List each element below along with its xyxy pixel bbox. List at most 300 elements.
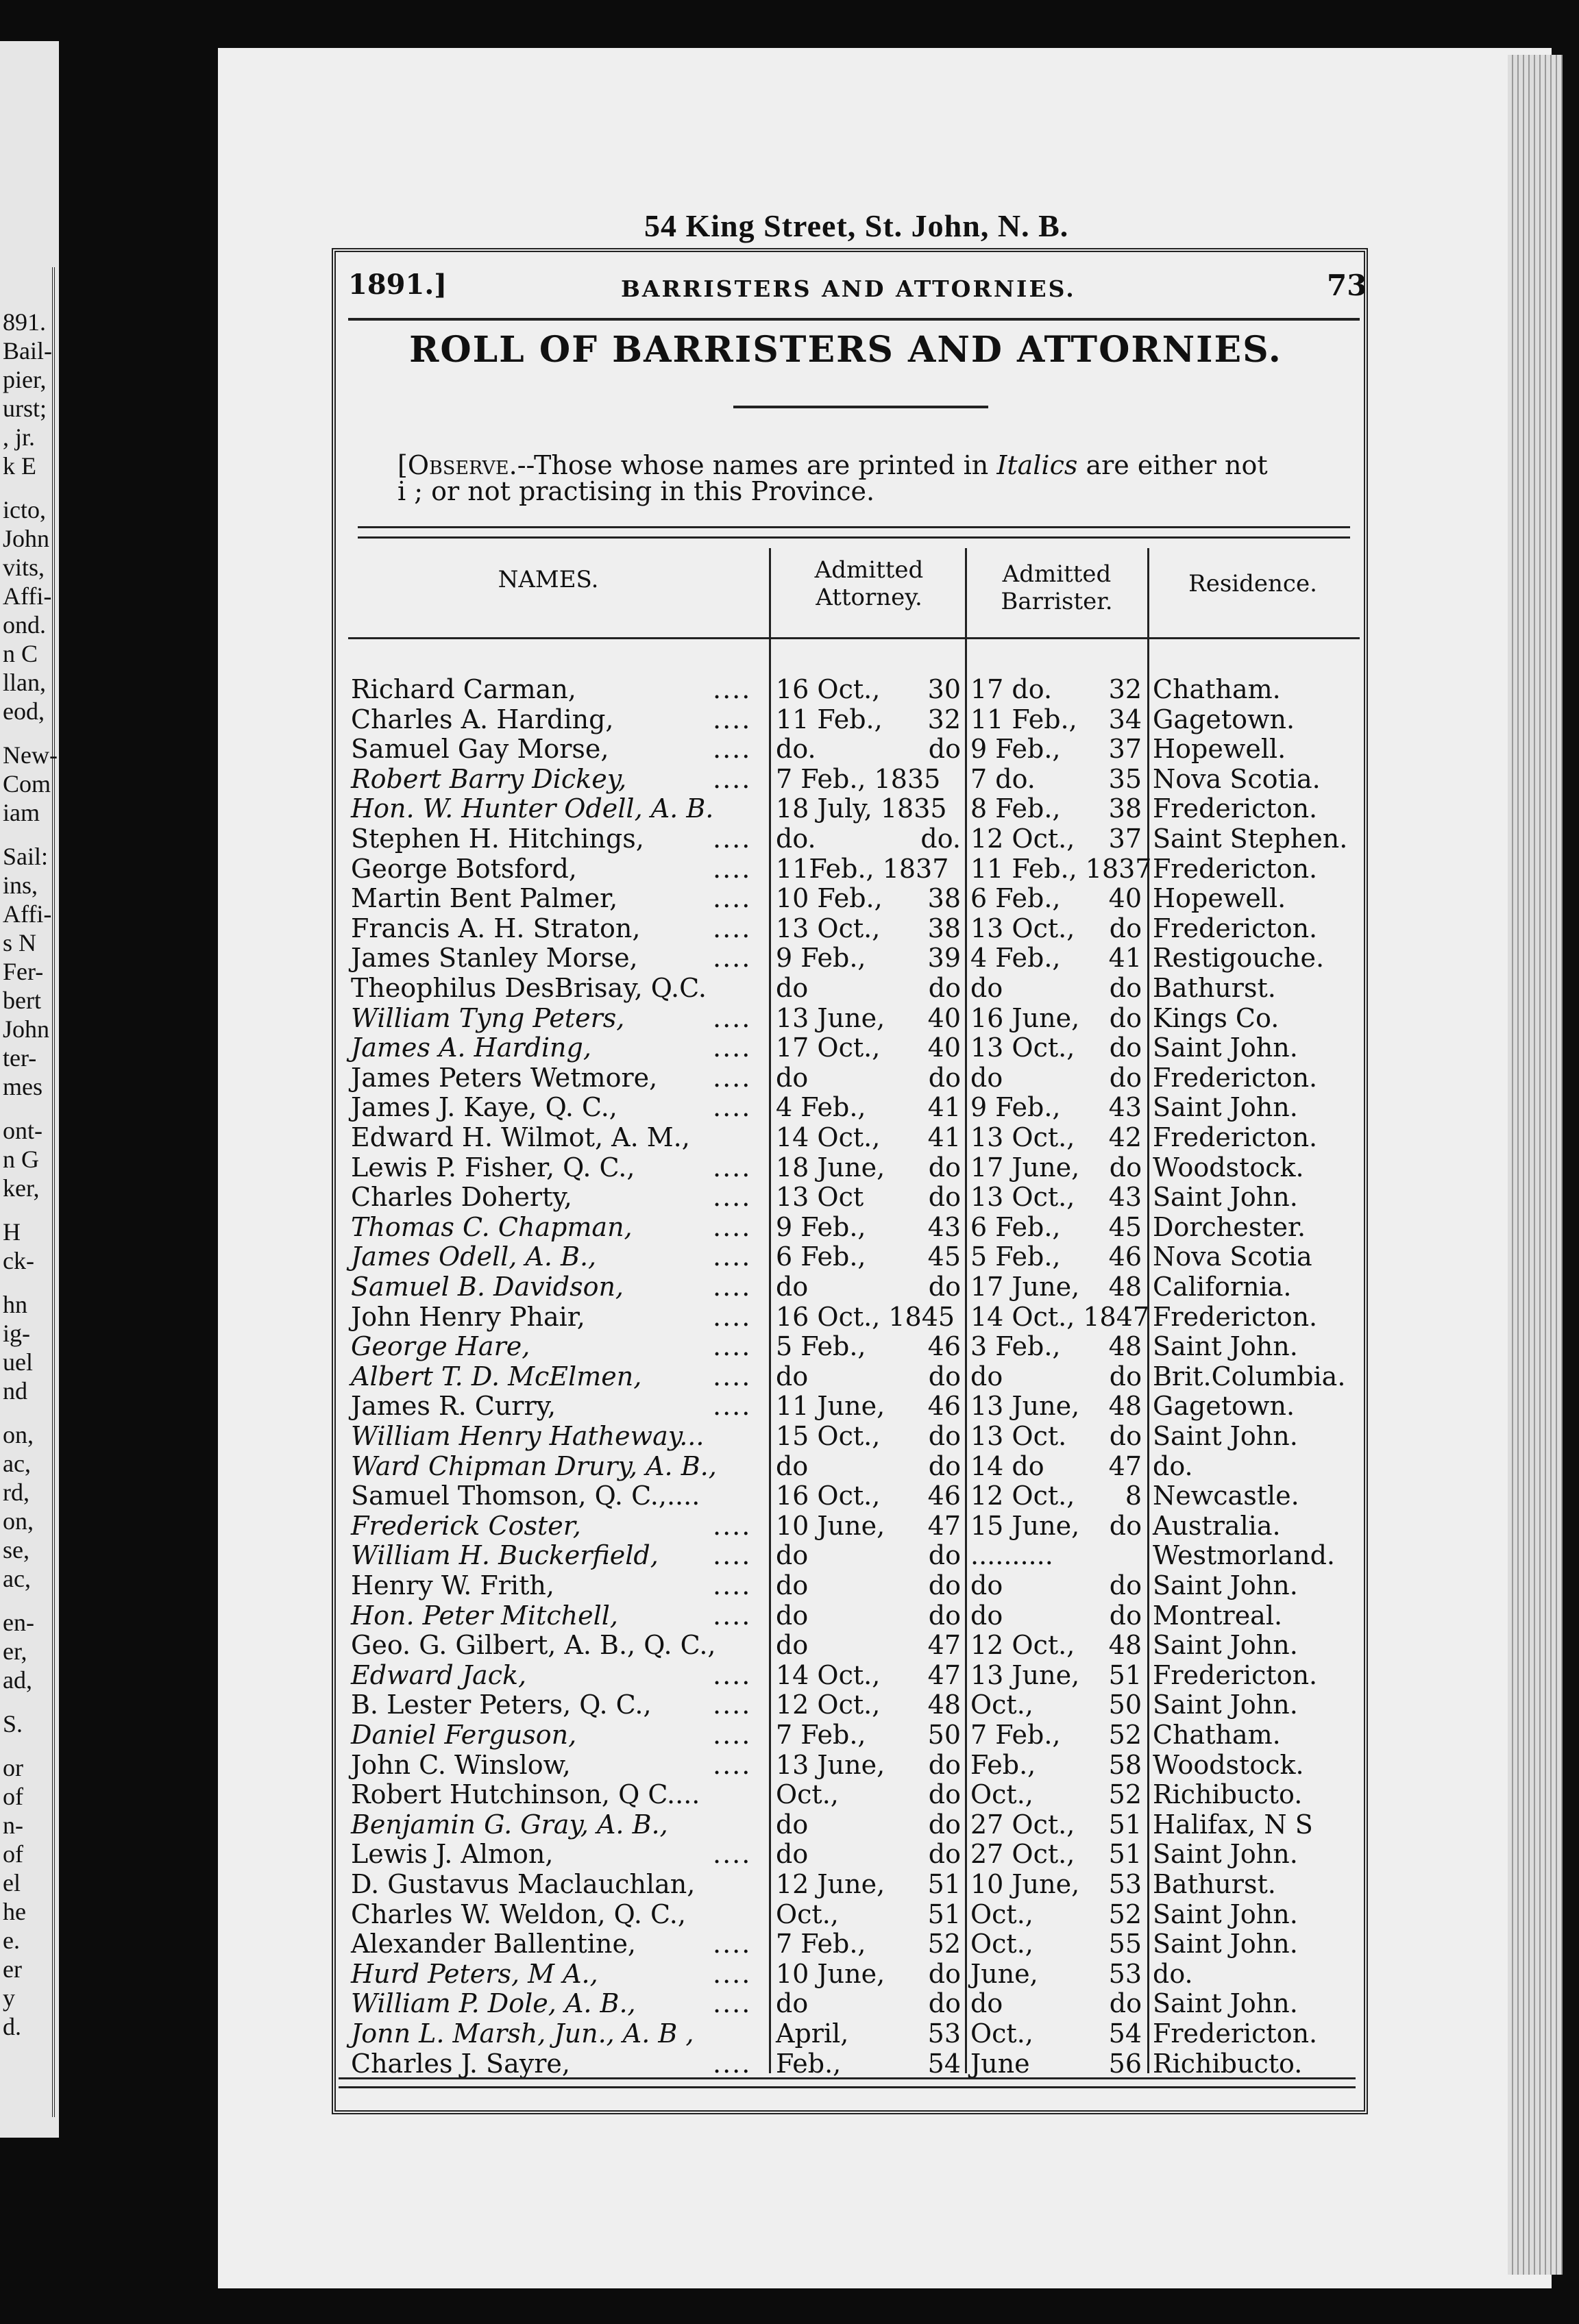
residence: Kings Co. [1153,1003,1280,1033]
residence: Gagetown. [1153,1391,1295,1421]
leader-dots: .... [713,1929,752,1959]
left-page-line: s N [3,929,37,956]
attorney-year: do [928,1152,961,1183]
leader-dots: .... [713,734,752,764]
left-page-line: ad, [3,1666,32,1694]
left-page-line: Fer- [3,958,44,985]
barrister-name: Richard Carman, [351,674,576,704]
left-page-line: on, [3,1421,34,1448]
attorney-year: do [928,1779,961,1809]
left-page-line: Bail- [3,337,52,364]
left-page-line: eod, [3,697,45,725]
attorney-year: 41 [927,1122,961,1152]
attorney-year: do [928,734,961,764]
leader-dots: .... [713,1302,752,1332]
left-page-line: or [3,1754,23,1781]
barrister-year: 55 [1108,1929,1142,1959]
residence: Saint John. [1153,1182,1298,1212]
table-row [0,973,1579,1003]
residence: Newcastle. [1153,1481,1299,1511]
residence: do. [1153,1959,1193,1989]
barrister-year: 34 [1108,704,1142,734]
attorney-date: do [776,1451,809,1481]
left-page-line: ker, [3,1174,40,1202]
leader-dots: .... [713,1092,752,1122]
leader-dots: .... [713,704,752,734]
barrister-date: 8 Feb., [970,793,1061,824]
barrister-date: 14 do [970,1451,1044,1481]
attorney-year: 40 [927,1003,961,1033]
leader-dots: .... [713,764,752,794]
attorney-year: do [928,1959,961,1989]
attorney-date: do [776,1570,809,1600]
attorney-date: do. [776,824,816,854]
left-page-line: er [3,1955,22,1983]
attorney-year: do [928,1182,961,1212]
barrister-date: do [970,1600,1003,1631]
left-page-line: llan, [3,669,46,696]
table-row [0,913,1579,943]
barrister-year: 48 [1108,1272,1142,1302]
table-row [0,1302,1579,1332]
barrister-name: Charles A. Harding, [351,704,614,734]
leader-dots: .... [713,943,752,973]
barrister-name: Geo. G. Gilbert, A. B., Q. C., [351,1630,716,1660]
leader-dots: .... [713,1391,752,1421]
attorney-year: do [928,1421,961,1451]
barrister-year: 43 [1108,1092,1142,1122]
barrister-date: 12 Oct., [970,1481,1075,1511]
table-row [0,1809,1579,1840]
barrister-name: Lewis P. Fisher, Q. C., [351,1152,635,1183]
attorney-year: do [928,1839,961,1869]
attorney-year: do [928,1063,961,1093]
barrister-date: 5 Feb., [970,1241,1061,1272]
leader-dots: .... [713,1361,752,1392]
observe-italic: Italics [996,450,1078,480]
title-rule [733,406,988,408]
attorney-date: April, [776,2018,849,2049]
barrister-year: 40 [1108,883,1142,913]
residence: Saint John. [1153,1570,1298,1600]
barrister-year: 56 [1108,2049,1142,2079]
barrister-date: 13 June, [970,1660,1080,1690]
barrister-date: 4 Feb., [970,943,1061,973]
residence: Saint John. [1153,1331,1298,1361]
left-page-line: he [3,1898,26,1925]
attorney-date: 11 Feb., [776,704,883,734]
left-page-line: n C [3,640,38,667]
attorney-date: 16 Oct., [776,1481,881,1511]
page-number: 73 [1327,269,1367,302]
left-page-line: iam [3,799,40,826]
running-header-title: BARRISTERS AND ATTORNIES. [621,275,1076,302]
table-row [0,943,1579,973]
table-row [0,1152,1579,1183]
attorney-year: 51 [927,1869,961,1899]
residence: Fredericton. [1153,793,1318,824]
observe-text-1: --Those whose names are printed in [517,450,989,480]
left-page-line: John [3,1015,50,1043]
barrister-date: Oct., [970,1690,1033,1720]
attorney-date: do [776,1540,809,1570]
attorney-year: 46 [927,1391,961,1421]
attorney-year: 47 [927,1511,961,1541]
residence: Saint John. [1153,1988,1298,2018]
barrister-name: Benjamin G. Gray, A. B., [351,1809,668,1840]
residence: Montreal. [1153,1600,1283,1631]
table-row [0,1750,1579,1780]
attorney-date: 13 June, [776,1750,885,1780]
barrister-name: Henry W. Frith, [351,1570,554,1600]
attorney-date: 10 June, [776,1959,885,1989]
table-row [0,2049,1579,2079]
observe-text-3: i ; or not practising in this Province. [397,476,875,506]
barrister-date: 6 Feb., [970,1212,1061,1242]
attorney-date: 9 Feb., [776,943,866,973]
barrister-year: 46 [1108,1241,1142,1272]
barrister-name: Albert T. D. McElmen, [351,1361,642,1392]
barrister-date: 15 June, [970,1511,1080,1541]
residence: Richibucto. [1153,2049,1303,2079]
barrister-name: Theophilus DesBrisay, Q.C. [351,973,707,1003]
barrister-date: 14 Oct., 1847 [970,1302,1150,1332]
barrister-date: Oct., [970,1929,1033,1959]
residence: Restigouche. [1153,943,1325,973]
barrister-name: George Botsford, [351,854,577,884]
barrister-name: Daniel Ferguson, [351,1720,577,1750]
attorney-year: do [928,1750,961,1780]
barrister-date: June, [970,1959,1038,1989]
barrister-year: do [1109,1570,1142,1600]
barrister-date: 27 Oct., [970,1809,1075,1840]
barrister-date: 13 Oct., [970,1182,1075,1212]
attorney-year: 50 [927,1720,961,1750]
attorney-year: 39 [927,943,961,973]
attorney-year: 38 [927,913,961,943]
barrister-name: Frederick Coster, [351,1511,581,1541]
leader-dots: .... [713,913,752,943]
barrister-name: James Odell, A. B., [351,1241,597,1272]
attorney-year: 46 [927,1481,961,1511]
barrister-year: 52 [1108,1720,1142,1750]
leader-dots: .... [713,1182,752,1212]
attorney-date: 14 Oct., [776,1122,881,1152]
attorney-date: do [776,1630,809,1660]
barrister-name: Hon. Peter Mitchell, [351,1600,618,1631]
attorney-date: do [776,1063,809,1093]
barrister-year: do [1109,1152,1142,1183]
attorney-date: do [776,1809,809,1840]
barrister-name: Stephen H. Hitchings, [351,824,644,854]
barrister-name: William H. Buckerfield, [351,1540,659,1570]
attorney-date: 5 Feb., [776,1331,866,1361]
leader-dots: .... [713,1063,752,1093]
attorney-year: 40 [927,1033,961,1063]
barrister-year: do [1109,1600,1142,1631]
attorney-year: do [928,1988,961,2018]
attorney-date: 18 June, [776,1152,885,1183]
residence: Fredericton. [1153,1063,1318,1093]
residence: Nova Scotia [1153,1241,1312,1272]
barrister-year: 51 [1108,1660,1142,1690]
attorney-year: do [928,1600,961,1631]
barrister-date: 10 June, [970,1869,1080,1899]
residence: Saint John. [1153,1899,1298,1929]
observe-text-2: are either not [1086,450,1268,480]
attorney-date: 12 Oct., [776,1690,881,1720]
table-row [0,1899,1579,1929]
barrister-date: do [970,1570,1003,1600]
residence: Fredericton. [1153,2018,1318,2049]
left-page-line: y [3,1984,15,2012]
residence: Saint John. [1153,1421,1298,1451]
attorney-date: do [776,1272,809,1302]
barrister-name: D. Gustavus Maclauchlan, [351,1869,696,1899]
left-page-line: rd, [3,1479,29,1506]
barrister-name: William Henry Hatheway... [351,1421,705,1451]
left-page-line: hn [3,1291,27,1318]
left-page-line: se, [3,1536,29,1563]
leader-dots: .... [713,1839,752,1869]
residence: Fredericton. [1153,1660,1318,1690]
left-page-line: ac, [3,1565,31,1592]
residence: Hopewell. [1153,734,1286,764]
barrister-date: do [970,1063,1003,1093]
attorney-date: 7 Feb., 1835 [776,764,941,794]
attorney-year: do. [920,824,961,854]
barrister-name: Hurd Peters, M A., [351,1959,598,1989]
attorney-year: 38 [927,883,961,913]
barrister-date: 16 June, [970,1003,1080,1033]
left-page-line: ig- [3,1320,30,1347]
barrister-name: Ward Chipman Drury, A. B., [351,1451,717,1481]
barrister-name: Lewis J. Almon, [351,1839,554,1869]
barrister-year: 52 [1108,1779,1142,1809]
table-row [0,1003,1579,1033]
barrister-name: James Peters Wetmore, [351,1063,658,1093]
table-row [0,1511,1579,1541]
barrister-date: 3 Feb., [970,1331,1061,1361]
attorney-date: 13 Oct [776,1182,864,1212]
barrister-name: Thomas C. Chapman, [351,1212,633,1242]
barrister-date: Feb., [970,1750,1036,1780]
left-page-line: k E [3,452,36,480]
barrister-date: 7 Feb., [970,1720,1061,1750]
table-row [0,1959,1579,1989]
residence: Dorchester. [1153,1212,1306,1242]
table-row [0,1630,1579,1660]
barrister-name: Edward Jack, [351,1660,527,1690]
left-page-line: ont- [3,1117,42,1144]
table-row [0,854,1579,884]
left-page-line: New- [3,741,58,769]
left-page-line: ter- [3,1044,37,1072]
column-header-barrister [968,560,1146,615]
residence: Brit.Columbia. [1153,1361,1346,1392]
barrister-date: 17 June, [970,1152,1080,1183]
attorney-year: 43 [927,1212,961,1242]
barrister-year: 41 [1108,943,1142,973]
attorney-year: 52 [927,1929,961,1959]
leader-dots: .... [713,1720,752,1750]
barrister-name: Edward H. Wilmot, A. M., [351,1122,690,1152]
leader-dots: .... [713,1988,752,2018]
barrister-date: 27 Oct., [970,1839,1075,1869]
residence: Fredericton. [1153,854,1318,884]
attorney-date: 16 Oct., 1845 [776,1302,955,1332]
attorney-date: do [776,1361,809,1392]
barrister-date: do [970,1988,1003,2018]
barrister-name: Samuel Gay Morse, [351,734,609,764]
attorney-year: do [928,973,961,1003]
barrister-date: 13 Oct., [970,1033,1075,1063]
barrister-year: do [1109,1361,1142,1392]
residence: California. [1153,1272,1292,1302]
left-page-line: Affi- [3,582,52,610]
table-row [0,1212,1579,1242]
barrister-date: 13 Oct., [970,913,1075,943]
barrister-name: Samuel B. Davidson, [351,1272,624,1302]
left-page-line: n G [3,1146,39,1173]
table-row [0,1033,1579,1063]
barrister-date: 11 Feb., 1837 [970,854,1152,884]
left-page-line: vits, [3,554,45,581]
leader-dots: .... [713,1540,752,1570]
barrister-year: 38 [1108,793,1142,824]
left-page-line: bert [3,987,41,1014]
table-row [0,2018,1579,2049]
column-header-attorney-line1: Admitted [814,556,924,584]
barrister-year: do [1109,1421,1142,1451]
attorney-date: 12 June, [776,1869,885,1899]
leader-dots: .... [713,674,752,704]
residence: Woodstock. [1153,1152,1304,1183]
left-page-line: mes [3,1073,42,1100]
column-header-names: NAMES. [498,566,599,593]
table-row [0,1092,1579,1122]
barrister-year: 37 [1108,734,1142,764]
attorney-date: 4 Feb., [776,1092,866,1122]
attorney-date: 11Feb., 1837 [776,854,949,884]
barrister-year: 48 [1108,1630,1142,1660]
leader-dots: .... [713,1570,752,1600]
attorney-year: do [928,1361,961,1392]
barrister-name: Hon. W. Hunter Odell, A. B. [351,793,714,824]
attorney-date: 15 Oct., [776,1421,881,1451]
left-page-line: Affi- [3,900,52,928]
table-row [0,1988,1579,2018]
residence: Saint John. [1153,1630,1298,1660]
table-row [0,1122,1579,1152]
table-row [0,1839,1579,1869]
attorney-date: 7 Feb., [776,1929,866,1959]
barrister-date: 9 Feb., [970,1092,1061,1122]
table-row [0,1929,1579,1959]
left-page-line: nd [3,1377,27,1405]
barrister-date: 7 do. [970,764,1036,794]
left-page-line: ac, [3,1450,31,1477]
barrister-date: June [970,2049,1030,2079]
leader-dots: .... [713,854,752,884]
leader-dots: .... [713,1241,752,1272]
barrister-name: Francis A. H. Straton, [351,913,641,943]
barrister-date: 6 Feb., [970,883,1061,913]
leader-dots: .... [713,1331,752,1361]
table-row [0,734,1579,764]
attorney-date: Feb., [776,2049,842,2079]
residence: Fredericton. [1153,1122,1318,1152]
barrister-year: do [1109,1033,1142,1063]
table-row [0,1063,1579,1093]
table-row [0,1481,1579,1511]
left-page-line: Com [3,770,51,798]
attorney-year: 47 [927,1660,961,1690]
leader-dots: .... [713,1690,752,1720]
attorney-year: 54 [927,2049,961,2079]
leader-dots: .... [713,883,752,913]
attorney-date: 11 June, [776,1391,885,1421]
table-row [0,1391,1579,1421]
residence: Fredericton. [1153,1302,1318,1332]
attorney-year: do [928,1272,961,1302]
barrister-year: do [1109,1003,1142,1033]
table-bottom-rule [339,2077,1356,2088]
attorney-year: 53 [927,2018,961,2049]
barrister-year: 58 [1108,1750,1142,1780]
barrister-name: James J. Kaye, Q. C., [351,1092,617,1122]
barrister-date: Oct., [970,2018,1033,2049]
residence: Fredericton. [1153,913,1318,943]
table-row [0,793,1579,824]
table-row [0,1182,1579,1212]
attorney-date: 10 June, [776,1511,885,1541]
residence: Hopewell. [1153,883,1286,913]
barrister-name: James A. Harding, [351,1033,591,1063]
residence: Gagetown. [1153,704,1295,734]
attorney-date: Oct., [776,1899,839,1929]
barrister-name: John C. Winslow, [351,1750,571,1780]
residence: Saint John. [1153,1839,1298,1869]
barrister-year: do [1109,1988,1142,2018]
residence: Richibucto. [1153,1779,1303,1809]
attorney-date: 17 Oct., [776,1033,881,1063]
left-page-line: ins, [3,872,38,899]
leader-dots: .... [713,1660,752,1690]
residence: Bathurst. [1153,973,1276,1003]
table-row [0,674,1579,704]
barrister-year: 53 [1108,1959,1142,1989]
page-title: ROLL OF BARRISTERS AND ATTORNIES. [409,329,1282,371]
leader-dots: .... [713,1212,752,1242]
barrister-year: 50 [1108,1690,1142,1720]
column-header-residence: Residence. [1188,570,1317,597]
header-rule [348,318,1360,321]
attorney-date: 6 Feb., [776,1241,866,1272]
left-page-line: ck- [3,1247,34,1274]
table-row [0,1600,1579,1631]
barrister-name: Robert Barry Dickey, [351,764,627,794]
attorney-date: 16 Oct., [776,674,881,704]
barrister-date: 12 Oct., [970,1630,1075,1660]
column-header-attorney-line2: Attorney. [816,584,922,611]
left-page-line: ond. [3,611,46,639]
attorney-year: do [928,1451,961,1481]
attorney-date: 18 July, 1835 [776,793,947,824]
left-page-line: of [3,1783,23,1810]
left-page-line: 891. [3,308,46,336]
left-page-line: of [3,1840,23,1868]
